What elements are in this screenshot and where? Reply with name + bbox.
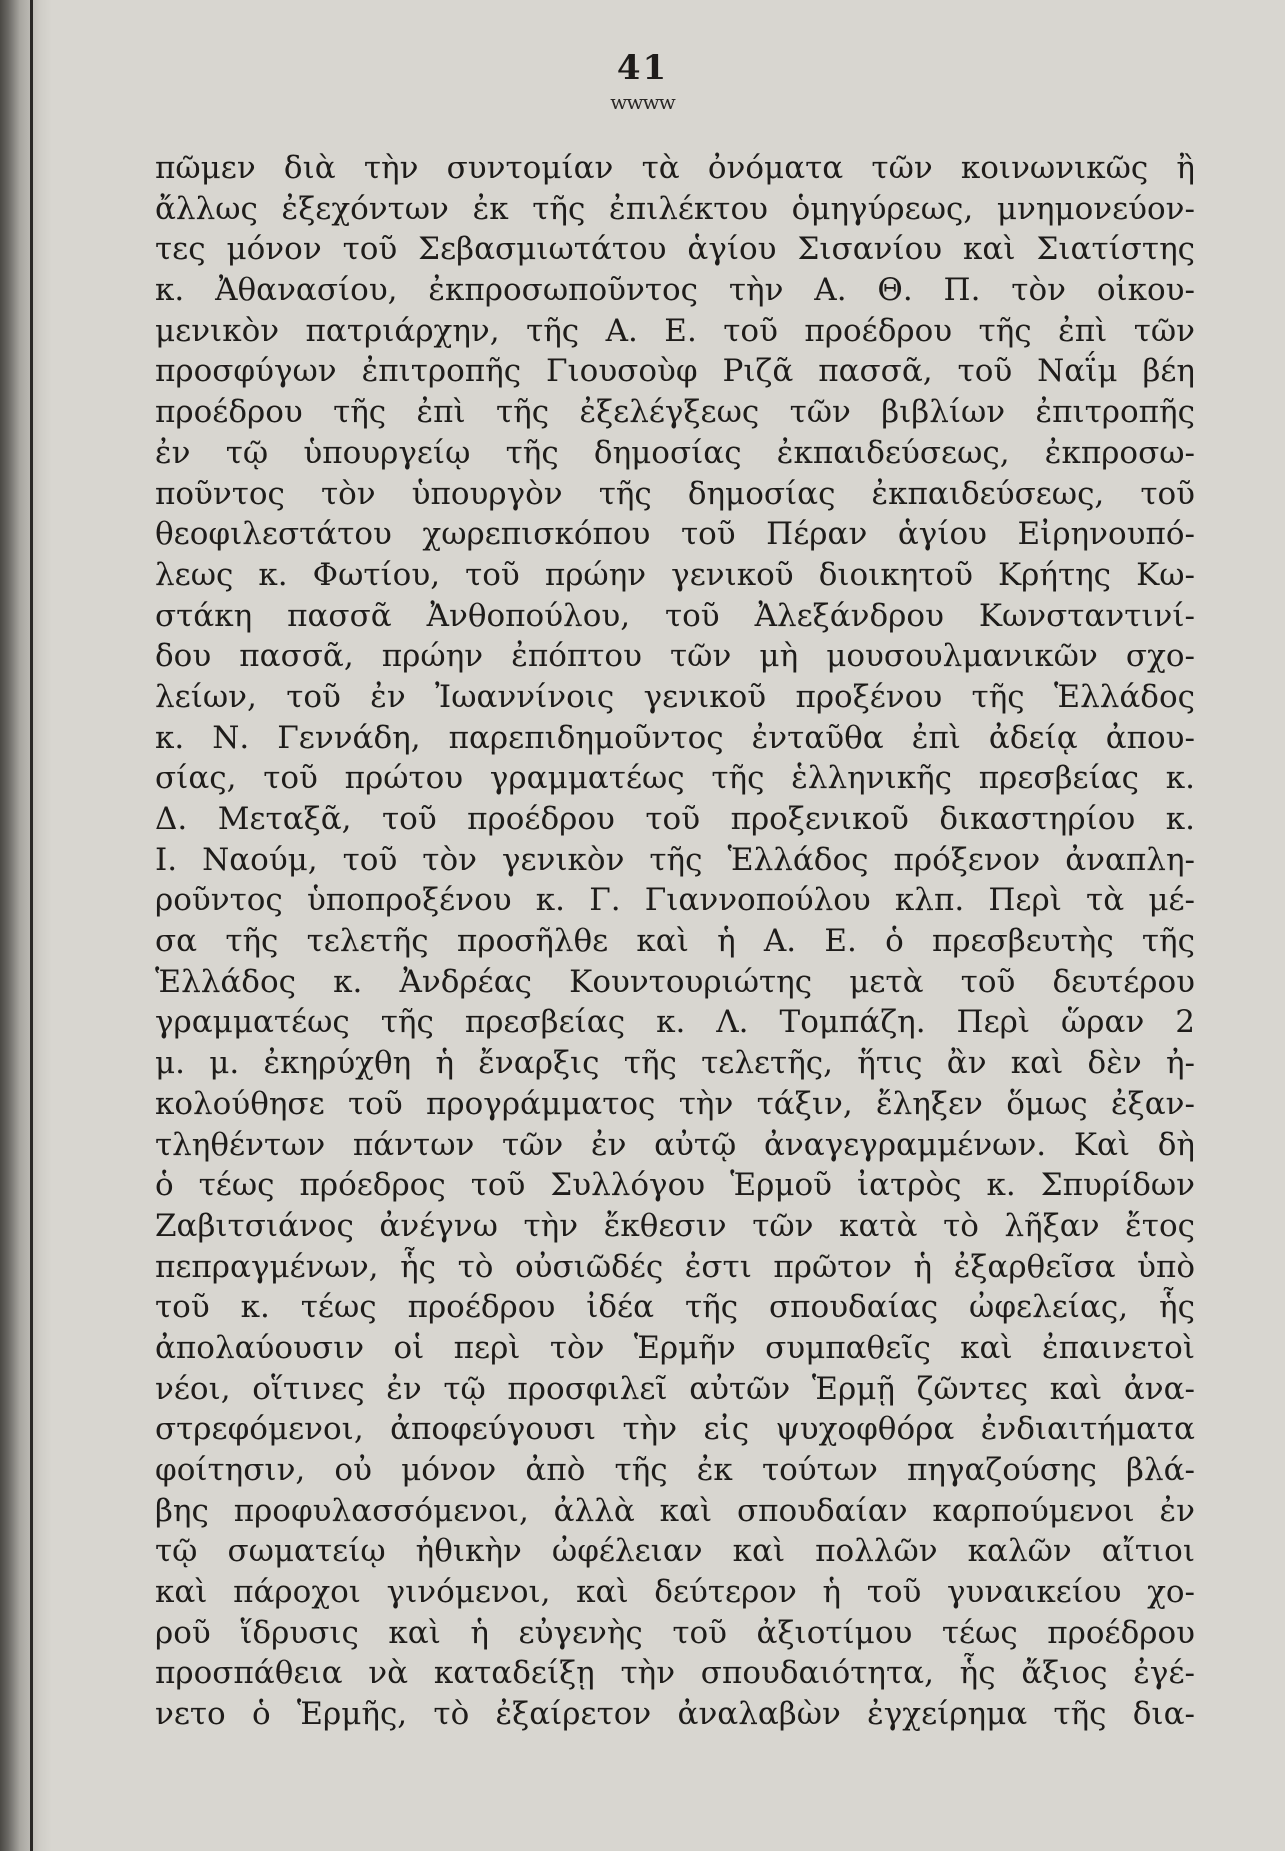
text-line: λεως κ. Φωτίου, τοῦ πρώην γενικοῦ διοικητοῦ Κρήτης Κω-	[155, 556, 1195, 593]
text-line: Δ. Μεταξᾶ, τοῦ προέδρου τοῦ προξενικοῦ δικαστηρίου κ.	[155, 801, 1195, 837]
text-line: δου πασσᾶ, πρώην ἐπόπτου τῶν μὴ μουσουλμανικῶν σχο-	[155, 638, 1195, 675]
text-line: ἐν τῷ ὑπουργείῳ τῆς δημοσίας ἐκπαιδεύσεως, ἐκπροσω-	[155, 434, 1195, 471]
text-line: φοίτησιν, οὐ μόνον ἀπὸ τῆς ἐκ τούτων πηγαζούσης βλά-	[155, 1452, 1195, 1488]
text-line: Ἑλλάδος κ. Ἀνδρέας Κουντουριώτης μετὰ τοῦ δευτέρου	[155, 963, 1195, 1000]
text-line: ἀπολαύουσιν οἱ περὶ τὸν Ἑρμῆν συμπαθεῖς καὶ ἐπαινετοὶ	[155, 1329, 1195, 1366]
book-spine-edge	[30, 0, 33, 1851]
text-line: κ. Ν. Γεννάδη, παρεπιδημοῦντος ἐνταῦθα ἐπὶ ἀδείᾳ ἀπου-	[155, 719, 1195, 756]
text-line: κολούθησε τοῦ προγράμματος τὴν τάξιν, ἔληξεν ὅμως ἐξαν-	[155, 1085, 1195, 1122]
text-line: τοῦ κ. τέως προέδρου ἰδέα τῆς σπουδαίας ὠφελείας, ἧς	[155, 1289, 1195, 1326]
text-line: στάκη πασσᾶ Ἀνθοπούλου, τοῦ Ἀλεξάνδρου Κωνσταντινί-	[155, 597, 1195, 634]
text-line: Ζαβιτσιάνος ἀνέγνω τὴν ἔκθεσιν τῶν κατὰ τὸ λῆξαν ἔτος	[155, 1207, 1195, 1244]
text-line: γραμματέως τῆς πρεσβείας κ. Λ. Τομπάζη. Περὶ ὥραν 2	[155, 1004, 1195, 1041]
text-line: σίας, τοῦ πρώτου γραμματέως τῆς ἑλληνικῆς πρεσβείας κ.	[155, 760, 1195, 797]
text-line: βης προφυλασσόμενοι, ἀλλὰ καὶ σπουδαίαν καρπούμενοι ἐν	[155, 1492, 1195, 1529]
text-line: κ. Ἀθανασίου, ἐκπροσωποῦντος τὴν Α. Θ. Π. τὸν οἰκου-	[155, 272, 1195, 309]
text-line: ροῦντος ὑποπροξένου κ. Γ. Γιαννοπούλου κλπ. Περὶ τὰ μέ-	[155, 882, 1195, 919]
text-line: προέδρου τῆς ἐπὶ τῆς ἐξελέγξεως τῶν βιβλίων ἐπιτροπῆς	[155, 394, 1195, 431]
page-number: 41	[616, 48, 669, 88]
text-line: μενικὸν πατριάρχην, τῆς Α. Ε. τοῦ προέδρου τῆς ἐπὶ τῶν	[155, 312, 1195, 349]
text-line: ποῦντος τὸν ὑπουργὸν τῆς δημοσίας ἐκπαιδεύσεως, τοῦ	[155, 475, 1195, 512]
text-line: νετο ὁ Ἑρμῆς, τὸ ἐξαίρετον ἀναλαβὼν ἐγχείρημα τῆς δια-	[155, 1696, 1195, 1733]
text-line: καὶ πάροχοι γινόμενοι, καὶ δεύτερον ἡ τοῦ γυναικείου χο-	[155, 1574, 1195, 1611]
text-line: πεπραγμένων, ἧς τὸ οὐσιῶδές ἐστι πρῶτον ἡ ἐξαρθεῖσα ὑπὸ	[155, 1248, 1195, 1285]
text-line: νέοι, οἵτινες ἐν τῷ προσφιλεῖ αὐτῶν Ἑρμῇ ζῶντες καὶ ἀνα-	[155, 1370, 1195, 1407]
text-line: τες μόνον τοῦ Σεβασμιωτάτου ἁγίου Σισανίου καὶ Σιατίστης	[155, 231, 1195, 268]
text-line: θεοφιλεστάτου χωρεπισκόπου τοῦ Πέραν ἁγίου Εἰρηνουπό-	[155, 516, 1195, 553]
text-line: προσφύγων ἐπιτροπῆς Γιουσοὺφ Ριζᾶ πασσᾶ, τοῦ Ναΐμ βέη	[155, 353, 1195, 390]
text-line: ὁ τέως πρόεδρος τοῦ Συλλόγου Ἑρμοῦ ἰατρὸς κ. Σπυρίδων	[155, 1167, 1195, 1204]
text-line: τῷ σωματείῳ ἠθικὴν ὠφέλειαν καὶ πολλῶν καλῶν αἴτιοι	[155, 1533, 1195, 1570]
text-line: προσπάθεια νὰ καταδείξῃ τὴν σπουδαιότητα, ἧς ἄξιος ἐγέ-	[155, 1655, 1195, 1692]
header-ornament: wwww	[610, 90, 675, 114]
text-line: στρεφόμενοι, ἀποφεύγουσι τὴν εἰς ψυχοφθόρα ἐνδιαιτήματα	[155, 1411, 1195, 1448]
text-line: τληθέντων πάντων τῶν ἐν αὐτῷ ἀναγεγραμμένων. Καὶ δὴ	[155, 1126, 1195, 1163]
text-body	[155, 148, 1195, 1735]
text-line: ἄλλως ἐξεχόντων ἐκ τῆς ἐπιλέκτου ὁμηγύρεως, μνημονεύον-	[155, 190, 1195, 227]
book-spine-shadow	[0, 0, 52, 1851]
text-line: πῶμεν διὰ τὴν συντομίαν τὰ ὀνόματα τῶν κοινωνικῶς ἢ	[155, 150, 1195, 186]
text-line: μ. μ. ἐκηρύχθη ἡ ἔναρξις τῆς τελετῆς, ἥτις ἂν καὶ δὲν ἠ-	[155, 1045, 1195, 1082]
text-line: λείων, τοῦ ἐν Ἰωαννίνοις γενικοῦ προξένου τῆς Ἑλλάδος	[155, 678, 1195, 715]
text-line: σα τῆς τελετῆς προσῆλθε καὶ ἡ Α. Ε. ὁ πρεσβευτὴς τῆς	[155, 923, 1195, 960]
text-line: ροῦ ἵδρυσις καὶ ἡ εὐγενὴς τοῦ ἀξιοτίμου τέως προέδρου	[155, 1614, 1195, 1651]
text-line: Ι. Ναούμ, τοῦ τὸν γενικὸν τῆς Ἑλλάδος πρόξενον ἀναπλη-	[155, 841, 1195, 878]
